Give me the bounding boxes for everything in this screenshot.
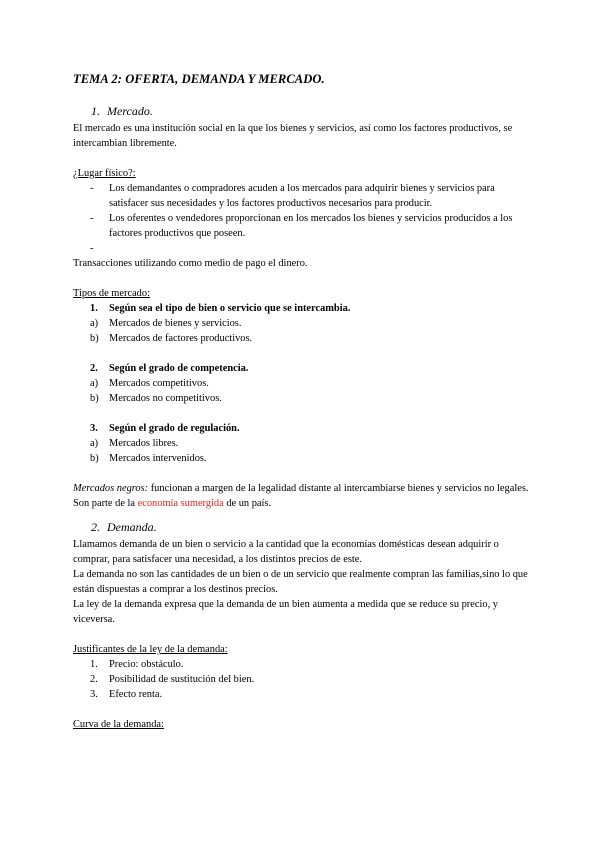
document-title: TEMA 2: OFERTA, DEMANDA Y MERCADO. [73, 72, 325, 86]
tipo-label: Según sea el tipo de bien o servicio que se intercambia. [109, 303, 351, 314]
demanda-paragraph: La ley de la demanda expresa que la demanda de un bien aumenta a medida que se reduce su precio, y viceversa. [73, 599, 498, 625]
list-item [90, 672, 533, 687]
list-item-text: Mercados competitivos. [109, 378, 209, 389]
mercados-negros-paragraph [73, 481, 533, 511]
section-number: 1. [91, 104, 100, 118]
list-item [90, 436, 533, 451]
lugar-fisico-label: ¿Lugar físico?: [73, 168, 136, 179]
mercados-negros-text: funcionan a margen de la legalidad distante al intercambiarse bienes y servicios no legales. Son parte de la [73, 483, 529, 509]
mercado-definition: El mercado es una institución social en la que los bienes y servicios, así como los factores productivos, se intercambian libremente. [73, 123, 513, 149]
item-marker: b) [90, 333, 99, 344]
list-item [90, 211, 533, 241]
list-item-text: Precio: obstáculo. [109, 659, 184, 670]
demanda-paragraph: Llamamos demanda de un bien o servicio a la cantidad que la economías domésticas desean adquirir o comprar, para satisfacer una necesidad, a los distintos precios de este. [73, 539, 499, 565]
tipo-label: Según el grado de competencia. [109, 363, 249, 374]
section-title: Demanda. [107, 520, 157, 534]
list-item [90, 316, 533, 331]
section-heading-demanda [91, 520, 533, 535]
item-marker: a) [90, 318, 99, 329]
economia-sumergida-highlight: economía sumergida [137, 498, 224, 509]
item-marker: a) [90, 378, 99, 389]
tipo-number: 3. [90, 423, 98, 434]
demanda-paragraph: La demanda no son las cantidades de un bien o de un servicio que realmente compran las familias,sino lo que están dispuestas a comprar a los destinos precios. [73, 569, 528, 595]
document-body [73, 72, 533, 732]
item-marker: b) [90, 453, 99, 464]
list-item-text: Los demandantes o compradores acuden a los mercados para adquirir bienes y servicios para satisfacer sus necesidades y los factores productivos necesarios para producir. [109, 183, 495, 209]
tipos-mercado-label: Tipos de mercado: [73, 288, 150, 299]
list-item [90, 391, 533, 406]
list-item [90, 181, 533, 211]
tipo-heading [90, 301, 533, 316]
list-item-text: Mercados de factores productivos. [109, 333, 253, 344]
item-marker: 2. [90, 674, 98, 685]
curva-demanda-label: Curva de la demanda: [73, 719, 164, 730]
list-item [90, 657, 533, 672]
list-item [90, 241, 533, 256]
tipo-number: 2. [90, 363, 98, 374]
list-item-text: Mercados intervenidos. [109, 453, 207, 464]
dash-marker: - [90, 213, 94, 224]
mercados-negros-text-end: de un país. [223, 498, 272, 509]
list-item-text: Mercados no competitivos. [109, 393, 222, 404]
mercados-negros-label: Mercados negros: [73, 483, 149, 494]
transacciones-text: Transacciones utilizando como medio de pago el dinero. [73, 258, 308, 269]
item-marker: 1. [90, 659, 98, 670]
dash-marker: - [90, 243, 94, 254]
section-number: 2. [91, 520, 100, 534]
list-item-text [109, 241, 533, 256]
tipo-heading [90, 361, 533, 376]
justificantes-label: Justificantes de la ley de la demanda: [73, 644, 228, 655]
list-item [90, 376, 533, 391]
tipo-label: Según el grado de regulación. [109, 423, 240, 434]
list-item-text: Mercados de bienes y servicios. [109, 318, 242, 329]
item-marker: 3. [90, 689, 98, 700]
list-item [90, 331, 533, 346]
list-item [90, 687, 533, 702]
section-heading-mercado [91, 104, 533, 119]
list-item-text: Efecto renta. [109, 689, 163, 700]
section-title: Mercado. [107, 104, 153, 118]
list-item-text: Posibilidad de sustitución del bien. [109, 674, 255, 685]
tipo-heading [90, 421, 533, 436]
item-marker: a) [90, 438, 99, 449]
tipo-number: 1. [90, 303, 98, 314]
item-marker: b) [90, 393, 99, 404]
list-item-text: Mercados libres. [109, 438, 179, 449]
dash-marker: - [90, 183, 94, 194]
list-item-text: Los oferentes o vendedores proporcionan en los mercados los bienes y servicios producidos a los factores productivos que poseen. [109, 213, 513, 239]
list-item [90, 451, 533, 466]
